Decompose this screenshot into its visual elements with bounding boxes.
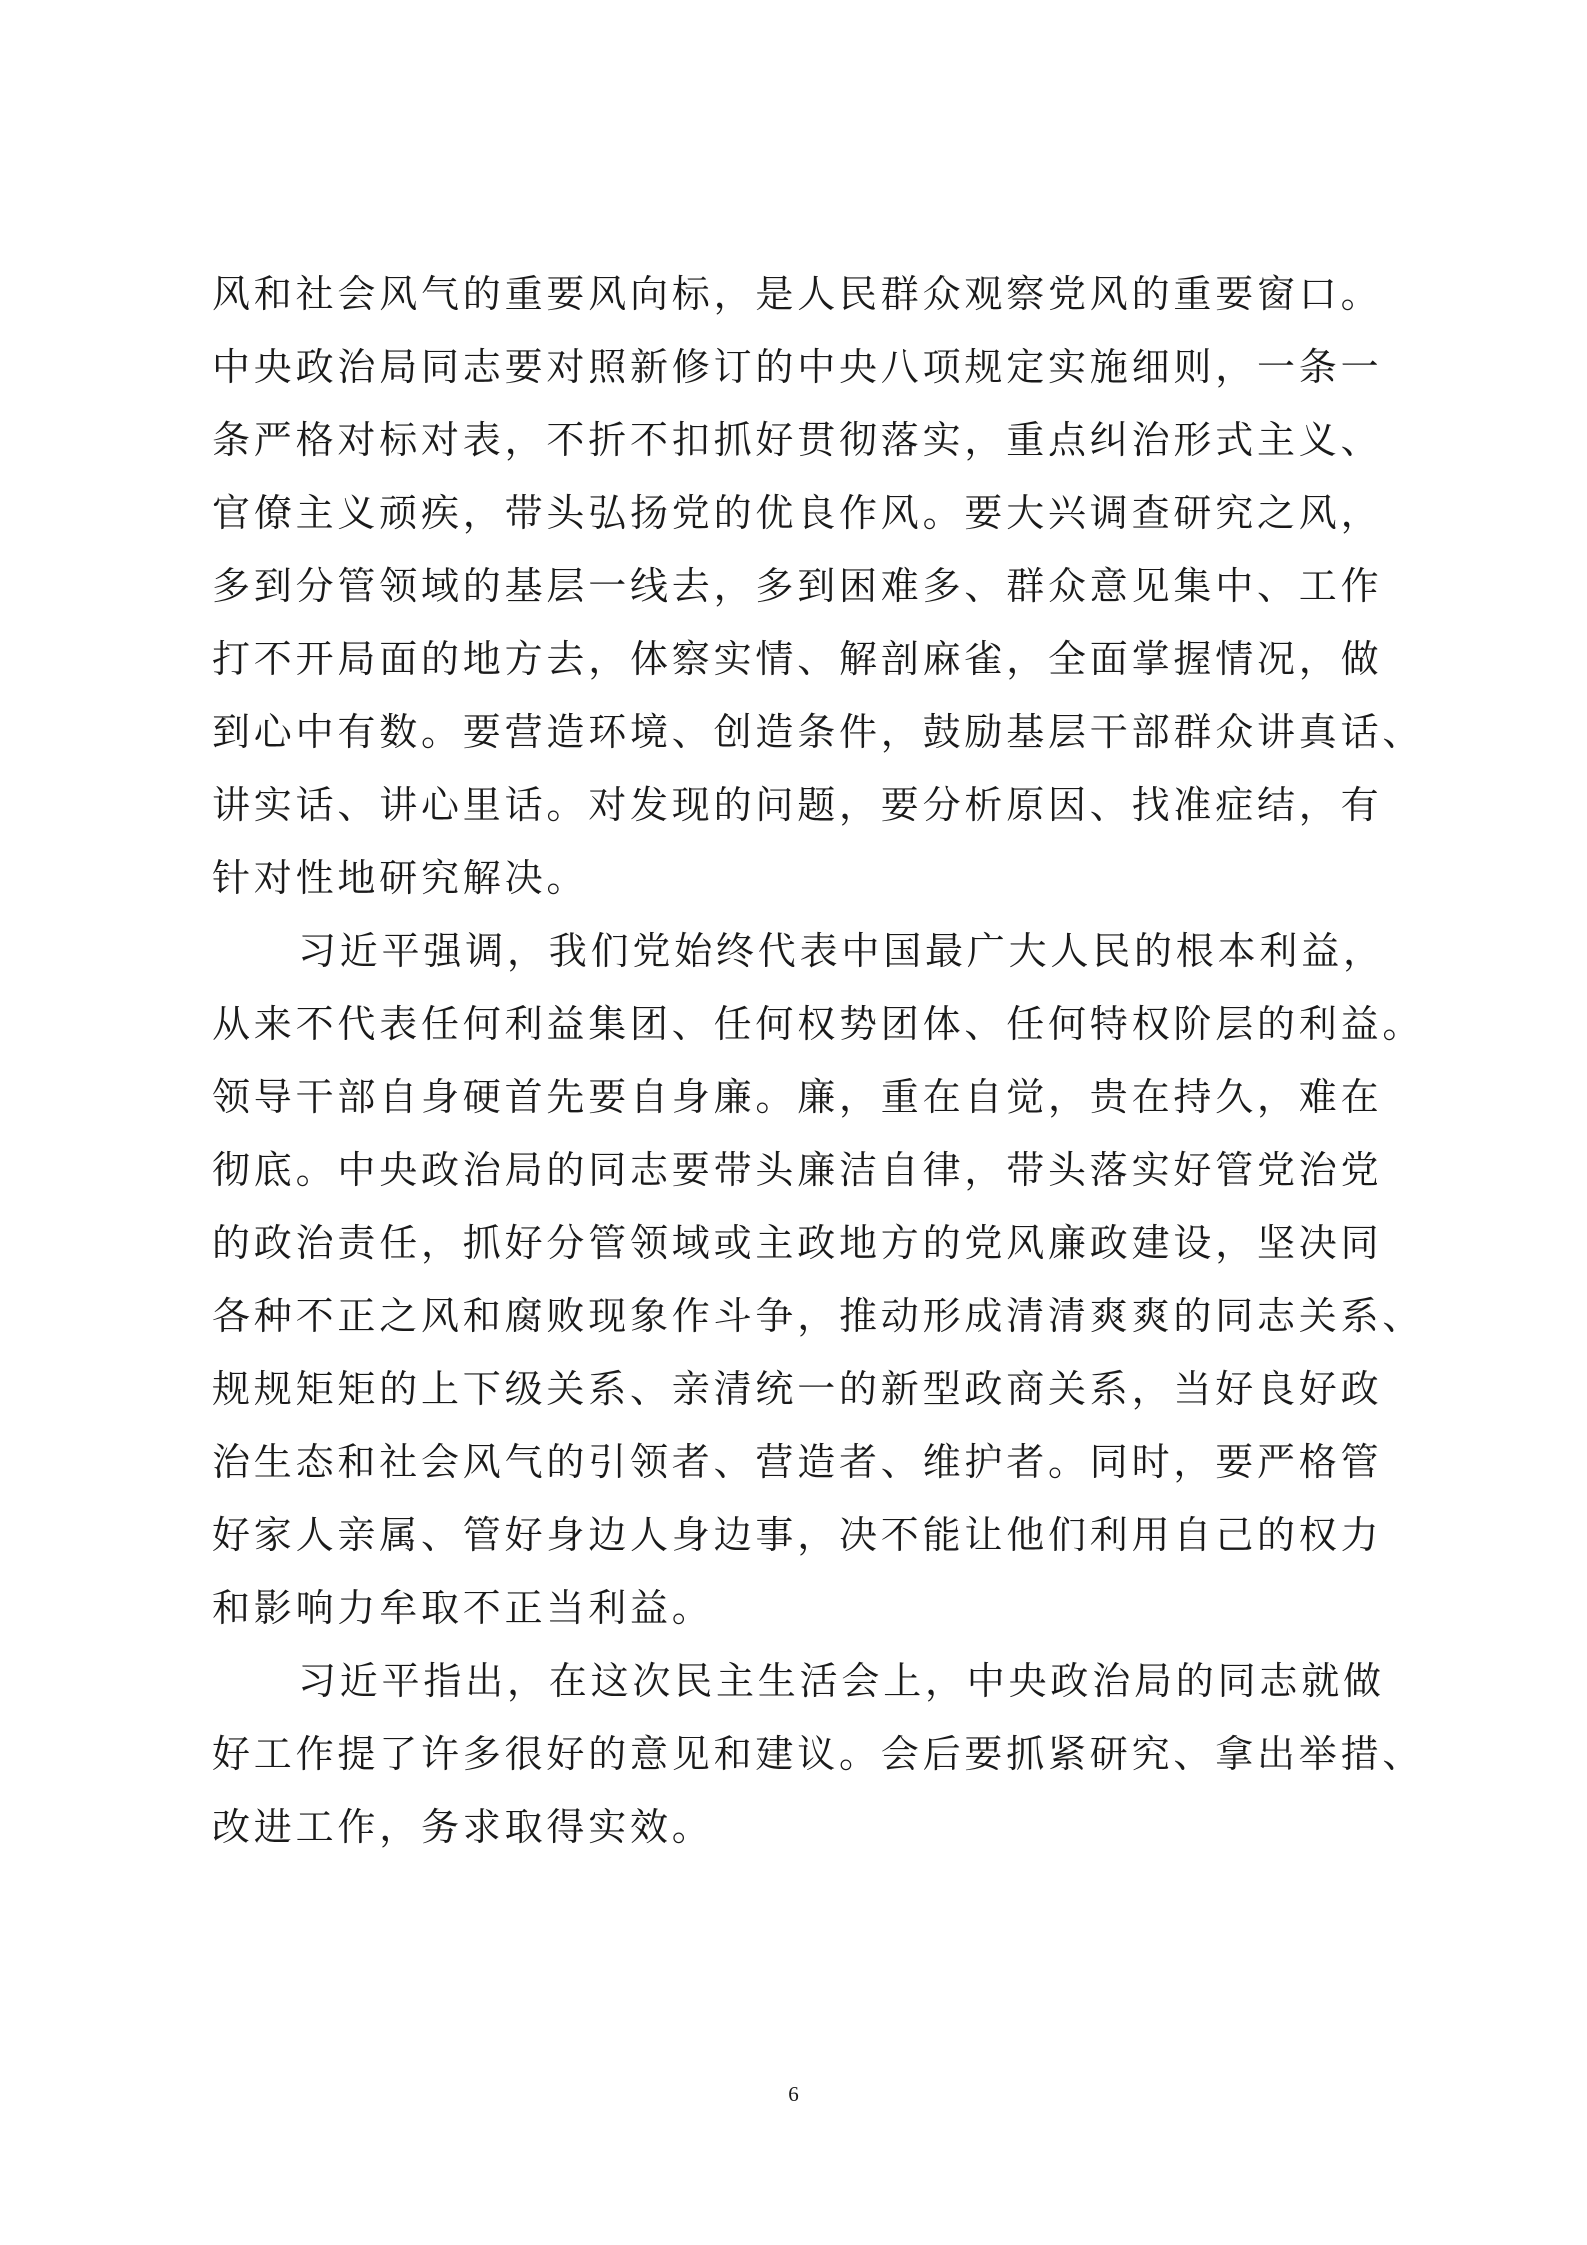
text-line: 针对性地研究解决。 xyxy=(212,856,589,900)
text-line: 讲实话、讲心里话。对发现的问题，要分析原因、找准症结，有 xyxy=(212,783,1383,827)
paragraph-start-line: 习近平强调，我们党始终代表中国最广大人民的根本利益， xyxy=(298,929,1385,973)
text-line: 打不开局面的地方去，体察实情、解剖麻雀，全面掌握情况，做 xyxy=(212,637,1383,681)
text-line: 到心中有数。要营造环境、创造条件，鼓励基层干部群众讲真话、 xyxy=(212,710,1425,754)
text-line: 规规矩矩的上下级关系、亲清统一的新型政商关系，当好良好政 xyxy=(212,1367,1383,1411)
text-line: 风和社会风气的重要风向标，是人民群众观察党风的重要窗口。 xyxy=(212,272,1383,316)
paragraph-start-line: 习近平指出，在这次民主生活会上，中央政治局的同志就做 xyxy=(298,1659,1385,1703)
text-line: 治生态和社会风气的引领者、营造者、维护者。同时，要严格管 xyxy=(212,1440,1383,1484)
text-line: 的政治责任，抓好分管领域或主政地方的党风廉政建设，坚决同 xyxy=(212,1221,1383,1265)
text-line: 和影响力牟取不正当利益。 xyxy=(212,1586,714,1630)
text-line: 彻底。中央政治局的同志要带头廉洁自律，带头落实好管党治党 xyxy=(212,1148,1383,1192)
text-line: 各种不正之风和腐败现象作斗争，推动形成清清爽爽的同志关系、 xyxy=(212,1294,1425,1338)
text-line: 官僚主义顽疾，带头弘扬党的优良作风。要大兴调查研究之风， xyxy=(212,491,1383,535)
page-number: 6 xyxy=(788,2082,799,2106)
text-line: 好家人亲属、管好身边人身边事，决不能让他们利用自己的权力 xyxy=(212,1513,1383,1557)
text-line: 中央政治局同志要对照新修订的中央八项规定实施细则，一条一 xyxy=(212,345,1383,389)
text-line: 好工作提了许多很好的意见和建议。会后要抓紧研究、拿出举措、 xyxy=(212,1732,1425,1776)
text-line: 领导干部自身硬首先要自身廉。廉，重在自觉，贵在持久，难在 xyxy=(212,1075,1383,1119)
text-line: 从来不代表任何利益集团、任何权势团体、任何特权阶层的利益。 xyxy=(212,1002,1425,1046)
body-text xyxy=(212,258,1425,1864)
text-line: 条严格对标对表，不折不扣抓好贯彻落实，重点纠治形式主义、 xyxy=(212,418,1383,462)
text-line: 多到分管领域的基层一线去，多到困难多、群众意见集中、工作 xyxy=(212,564,1383,608)
text-line: 改进工作，务求取得实效。 xyxy=(212,1805,714,1849)
